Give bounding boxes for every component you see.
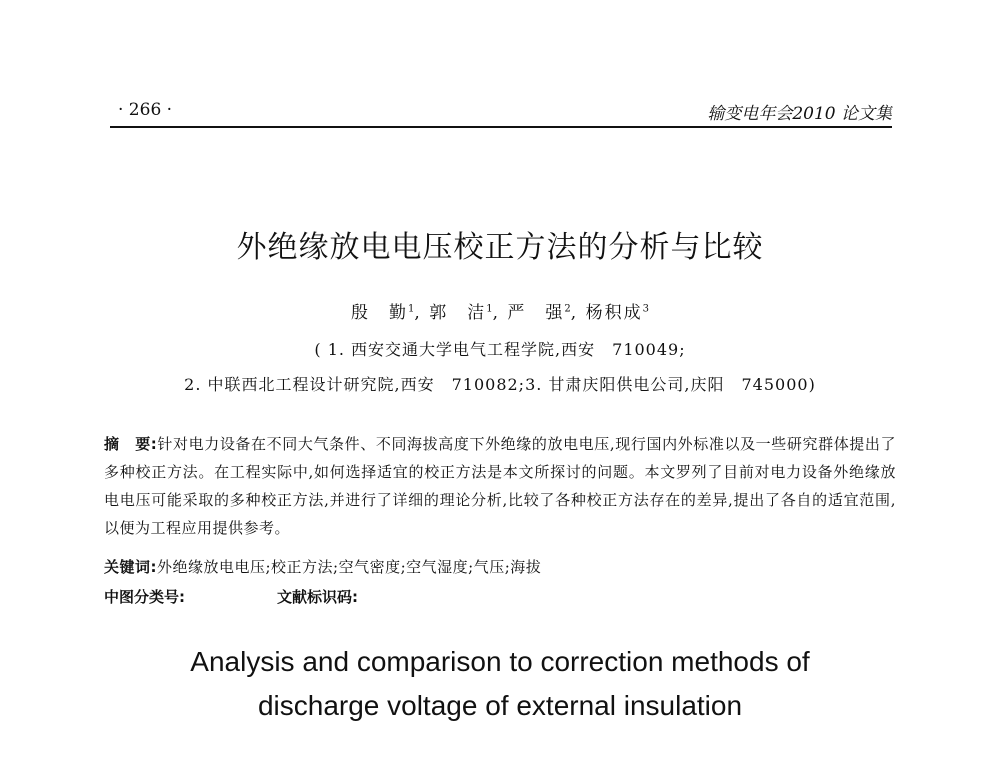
document-code-label: 文献标识码: [277, 588, 358, 606]
english-title [0, 640, 1000, 728]
author-affiliation-mark: 3 [642, 303, 649, 315]
author-name: 殷 勤 [351, 303, 409, 323]
classification-line [104, 586, 896, 607]
author-affiliation-mark: 2 [564, 303, 571, 315]
affiliation-line-1: ( 1. 西安交通大学电气工程学院,西安 710049; [314, 340, 686, 359]
abstract-label: 摘 要: [104, 435, 158, 453]
affiliation-line-2: 2. 中联西北工程设计研究院,西安 710082;3. 甘肃庆阳供电公司,庆阳 745000) [184, 375, 816, 394]
page-number: · 266 · [118, 100, 173, 120]
keywords-text: 外绝缘放电电压;校正方法;空气密度;空气湿度;气压;海拔 [157, 558, 542, 576]
author-name: 郭 洁 [429, 303, 487, 323]
abstract-text: 针对电力设备在不同大气条件、不同海拔高度下外绝缘的放电电压,现行国内外标准以及一些研究群体提出了多种校正方法。在工程实际中,如何选择适宜的校正方法是本文所探讨的问题。本文罗列了目前对电力设备外绝缘放电电压可能采取的多种校正方法,并进行了详细的理论分析,比较了各种校正方法存在的差异,提出了各自的适宜范围,以便为工程应用提供参考。 [104, 435, 896, 537]
keywords-label: 关键词: [104, 558, 157, 576]
keywords [104, 556, 896, 577]
author-name: 杨积成 [585, 303, 643, 323]
author-affiliation-mark: 1 [408, 303, 415, 315]
english-title-line-1: Analysis and comparison to correction methods of [190, 646, 810, 677]
author-affiliation-mark: 1 [486, 303, 493, 315]
abstract [104, 430, 896, 542]
english-title-line-2: discharge voltage of external insulation [257, 690, 743, 721]
journal-title: 输变电年会2010 论文集 [707, 104, 892, 124]
paper-title: 外绝缘放电电压校正方法的分析与比较 [236, 230, 764, 265]
running-header [110, 96, 892, 128]
author-name: 严 强 [507, 303, 565, 323]
author-list: 殷 勤$^1$, 郭 洁$^1$, 严 强$^2$, 杨积成$^3$ [351, 303, 649, 323]
clc-label: 中图分类号: [104, 588, 185, 606]
